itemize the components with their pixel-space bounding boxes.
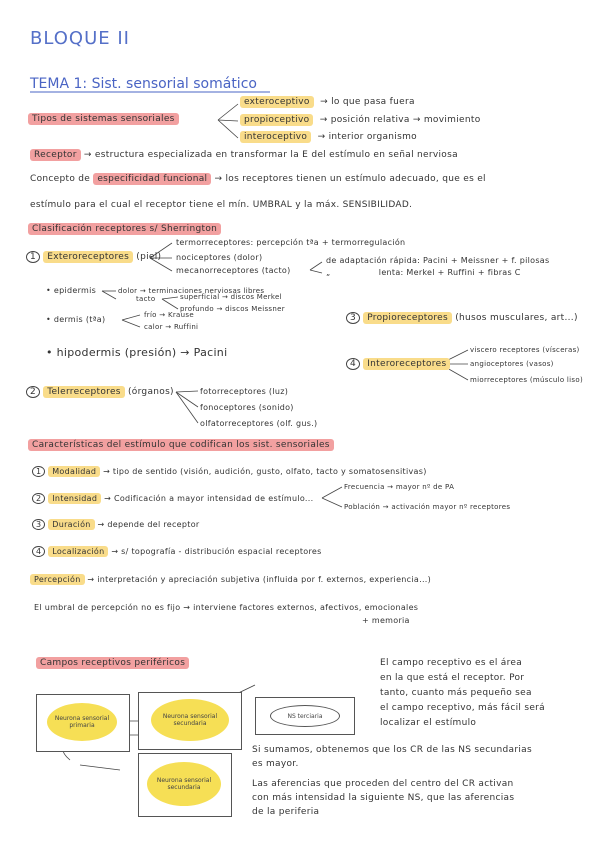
localizacion-label: Localización [48,546,108,557]
blob-primaria: Neurona sensorial primaria [47,703,117,741]
interoreceptores-label: Interoreceptores [363,358,450,370]
hipodermis-label: hipodermis (presión) → Pacini [56,346,228,359]
tipo-interoceptivo: interoceptivo → interior organismo [240,132,417,142]
angioceptores: angioceptores (vasos) [470,360,554,368]
tipo-name: exteroceptivo [240,96,314,108]
umbral-1: El umbral de percepción no es fijo → interviene factores externos, afectivos, emocionales [34,603,419,612]
text-line: tanto, cuanto más pequeño sea [380,688,532,698]
tipo-exteroceptivo: exteroceptivo → lo que pasa fuera [240,97,415,107]
olfatorreceptores: olfatorreceptores (olf. gus.) [200,419,318,428]
text-line: Si sumamos, obtenemos que los CR de las NS secundarias [252,745,532,755]
caract-localizacion [32,547,322,556]
num-circle: 3 [32,519,45,530]
num-circle: 2 [32,493,45,504]
exteroreceptores-head [26,252,161,262]
campo-box-left [36,694,130,752]
nociceptores: nociceptores (dolor) [176,253,263,262]
epid-superficial: superficial → discos Merkel [180,293,282,301]
text-line: de la periferia [252,807,320,817]
viscero-receptores: viscero receptores (vísceras) [470,346,580,354]
text-line: localizar el estímulo [380,718,477,728]
propioreceptores-text: (husos musculares, art...) [455,313,578,323]
poblacion: Población → activación mayor nº receptores [344,503,511,511]
campo-box-right [255,697,355,735]
percepcion-line [30,575,431,584]
tipo-desc: lo que pasa fuera [331,97,415,107]
block-title: BLOQUE II [30,28,130,49]
telerreceptores [26,387,174,397]
modalidad-label: Modalidad [48,466,100,477]
epid-tacto: tacto [136,295,156,303]
text-line: es mayor. [252,759,299,769]
epidermis-label: epidermis [53,286,97,295]
adaptacion-rapida: de adaptación rápida: Pacini + Meissner + f. pilosas [326,256,550,265]
tipos-label: Tipos de sistemas sensoriales [28,113,179,125]
propioreceptores [346,313,578,323]
fonoceptores: fonoceptores (sonido) [200,403,294,412]
receptor-text: → estructura especializada en transformar la E del estímulo en señal nerviosa [83,150,458,160]
clasificacion-label: Clasificación receptores s/ Sherrington [28,223,221,235]
dermis-label: dermis (tªa) [53,315,106,324]
duracion-label: Duración [48,519,94,530]
especificidad-line1 [30,174,486,184]
campos-label: Campos receptivos periféricos [36,657,189,669]
caract-duracion [32,520,199,529]
num-circle: 2 [26,386,40,398]
tipo-name: interoceptivo [240,131,311,143]
localizacion-text: → s/ topografía - distribución espacial receptores [111,547,322,556]
num-circle: 3 [346,312,360,324]
intensidad-text: → Codificación a mayor intensidad de estímulo... [104,494,314,503]
num-circle: 1 [26,251,40,263]
text-line: con más intensidad la siguiente NS, que las aferencias [252,793,515,803]
campo-box-mid [138,692,242,750]
telerreceptores-suffix: (órganos) [127,387,174,397]
especificidad-prefix: Concepto de [30,174,91,184]
hipodermis: • hipodermis (presión) → Pacini [46,346,228,359]
campos-bottom-text [252,743,532,819]
umbral-2: + memoria [362,616,410,625]
text-line: El campo receptivo es el área [380,658,523,668]
propioreceptores-label: Propioreceptores [363,312,452,324]
miorreceptores: miorreceptores (músculo liso) [470,376,583,384]
blob-secundaria-bottom: Neurona sensorial secundaria [147,762,221,806]
tipo-desc: interior organismo [328,132,417,142]
receptor-line [30,150,458,160]
interoreceptores [346,359,450,369]
epidermis: • epidermis [46,286,97,295]
frecuencia: Frecuencia → mayor nº de PA [344,483,455,491]
exteroreceptores-label: Exteroreceptores [43,251,133,263]
campo-box-bottom [138,753,232,817]
blob-secundaria: Neurona sensorial secundaria [151,699,229,741]
adaptacion-lenta-text: lenta: Merkel + Ruffini + fibras C [378,268,521,277]
dermis-frio: frío → Krause [144,311,194,319]
telerreceptores-label: Telerreceptores [43,386,125,398]
modalidad-text: → tipo de sentido (visión, audición, gusto, olfato, tacto y somatosensitivas) [103,467,427,476]
ditto-mark: „ [326,268,331,277]
termorreceptores: termorreceptores: percepción tªa + termorregulación [176,238,406,247]
num-circle: 1 [32,466,45,477]
intensidad-label: Intensidad [48,493,101,504]
blob-terciaria: NS terciaria [270,705,340,727]
tema-title: TEMA 1: Sist. sensorial somático [30,76,257,92]
especificidad-text1: → los receptores tienen un estímulo adecuado, que es el [214,174,486,184]
mecanorreceptores: mecanorreceptores (tacto) [176,266,291,275]
percepcion-text: → interpretación y apreciación subjetiva (influida por f. externos, experiencia...) [87,575,432,584]
epid-profundo: profundo → discos Meissner [180,305,285,313]
dermis-calor: calor → Ruffini [144,323,199,331]
text-line: en la que está el receptor. Por [380,673,525,683]
tipo-propioceptivo: propioceptivo → posición relativa → movimiento [240,115,481,125]
epid-dolor: dolor → terminaciones nerviosas libres [118,287,265,295]
caract-intensidad [32,494,313,503]
campos-right-text [380,656,545,731]
duracion-text: → depende del receptor [97,520,200,529]
text-line: Las aferencias que proceden del centro del CR activan [252,779,514,789]
especificidad-highlight: especificidad funcional [93,173,211,185]
caracteristicas-label: Características del estímulo que codifican los sist. sensoriales [28,439,334,451]
text-line: el campo receptivo, más fácil será [380,703,545,713]
exteroreceptores-suffix: (piel) [136,252,162,262]
percepcion-label: Percepción [30,574,85,585]
caract-modalidad [32,467,427,476]
especificidad-text2: estímulo para el cual el receptor tiene el mín. UMBRAL y la máx. SENSIBILIDAD. [30,200,413,210]
receptor-label: Receptor [30,149,81,161]
num-circle: 4 [32,546,45,557]
tipo-desc: posición relativa → movimiento [330,115,481,125]
adaptacion-lenta [326,268,521,277]
dermis: • dermis (tªa) [46,315,106,324]
tipo-name: propioceptivo [240,114,313,126]
fotorreceptores: fotorreceptores (luz) [200,387,289,396]
num-circle: 4 [346,358,360,370]
